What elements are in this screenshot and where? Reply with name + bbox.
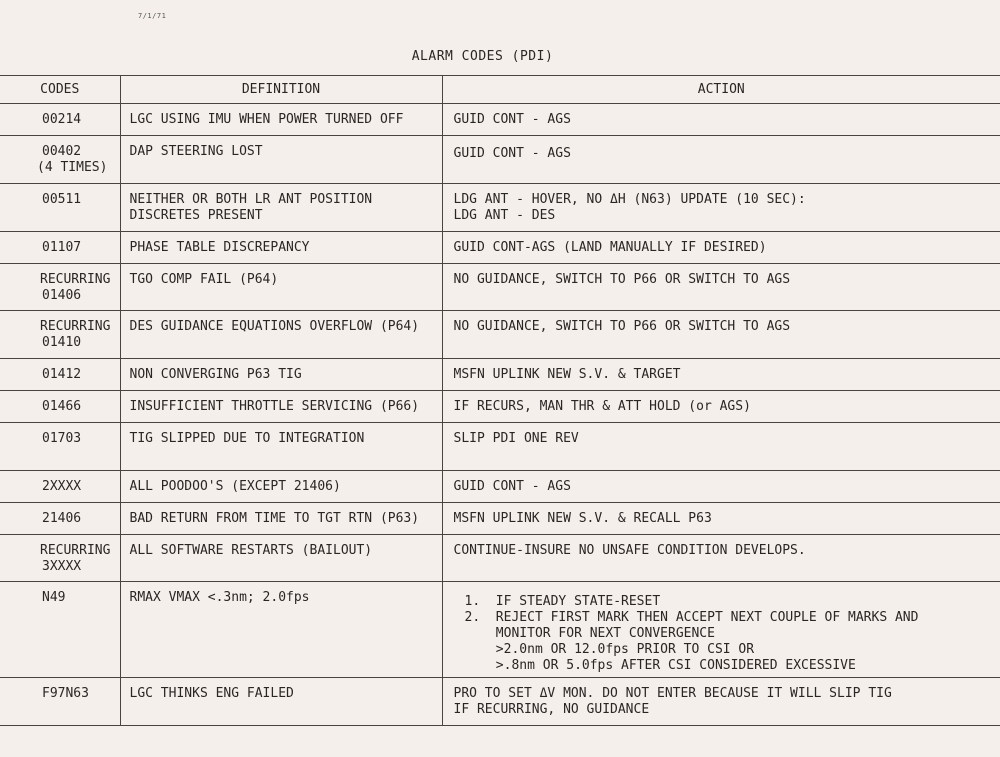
action-cell [442,503,1000,535]
table-row [0,423,1000,471]
action-cell [442,582,1000,678]
code-cell [0,535,120,582]
code-line: 01412 [42,367,82,382]
table-row [0,104,1000,136]
action-line: MONITOR FOR NEXT CONVERGENCE [464,626,715,641]
code-cell [0,136,120,184]
action-line: >.8nm OR 5.0fps AFTER CSI CONSIDERED EXCESSIVE [464,658,856,673]
action-line: CONTINUE-INSURE NO UNSAFE CONDITION DEVELOPS. [453,543,806,558]
definition-line: DAP STEERING LOST [129,144,263,159]
code-cell [0,582,120,678]
definition-line: TGO COMP FAIL (P64) [129,272,279,287]
action-cell [442,678,1000,726]
action-cell [442,391,1000,423]
header-action: ACTION [442,76,1000,104]
action-cell [442,232,1000,264]
definition-cell [120,264,442,311]
definition-cell [120,391,442,423]
code-cell [0,311,120,359]
header-definition: DEFINITION [120,76,442,104]
code-cell [0,423,120,471]
table-row [0,582,1000,678]
definition-line: LGC USING IMU WHEN POWER TURNED OFF [129,112,404,127]
action-cell [442,423,1000,471]
code-cell [0,232,120,264]
definition-cell [120,678,442,726]
definition-line: DISCRETES PRESENT [129,208,263,223]
definition-line: INSUFFICIENT THROTTLE SERVICING (P66) [129,399,420,414]
code-cell [0,264,120,311]
definition-line: TIG SLIPPED DUE TO INTEGRATION [129,431,365,446]
code-line: 01466 [42,399,82,414]
code-cell [0,678,120,726]
table-row [0,678,1000,726]
definition-cell [120,136,442,184]
code-line: 00214 [42,112,82,127]
action-line: 1. IF STEADY STATE-RESET [464,594,661,609]
definition-cell [120,104,442,136]
code-cell [0,359,120,391]
code-line: RECURRING [40,272,111,287]
action-line: PRO TO SET ΔV MON. DO NOT ENTER BECAUSE IT WILL SLIP TIG [453,686,892,701]
definition-line: ALL SOFTWARE RESTARTS (BAILOUT) [129,543,373,558]
action-line: GUID CONT - AGS [453,146,571,161]
code-cell [0,391,120,423]
action-cell [442,104,1000,136]
definition-cell [120,359,442,391]
action-line: LDG ANT - DES [453,208,556,223]
table-row [0,232,1000,264]
action-cell [442,535,1000,582]
definition-line: ALL POODOO'S (EXCEPT 21406) [129,479,341,494]
definition-line: DES GUIDANCE EQUATIONS OVERFLOW (P64) [129,319,420,334]
header-codes: CODES [0,76,120,104]
action-line: 2. REJECT FIRST MARK THEN ACCEPT NEXT COUPLE OF MARKS AND [464,610,919,625]
table-header-row [0,76,1000,104]
action-line: MSFN UPLINK NEW S.V. & RECALL P63 [453,511,712,526]
table-row [0,136,1000,184]
code-line: (4 TIMES) [37,160,108,175]
table-row [0,503,1000,535]
code-line: 2XXXX [42,479,82,494]
definition-cell [120,232,442,264]
action-line: NO GUIDANCE, SWITCH TO P66 OR SWITCH TO AGS [453,319,791,334]
table-row [0,184,1000,232]
definition-cell [120,311,442,359]
alarm-codes-table [0,75,1000,726]
action-line: NO GUIDANCE, SWITCH TO P66 OR SWITCH TO AGS [453,272,791,287]
action-line: IF RECURRING, NO GUIDANCE [453,702,650,717]
definition-cell [120,423,442,471]
code-line: 01703 [42,431,82,446]
action-cell [442,184,1000,232]
action-cell [442,264,1000,311]
code-cell [0,104,120,136]
table-row [0,359,1000,391]
card-title: ALARM CODES (PDI) [411,49,554,64]
definition-line: NON CONVERGING P63 TIG [129,367,302,382]
definition-cell [120,503,442,535]
action-line: IF RECURS, MAN THR & ATT HOLD (or AGS) [453,399,751,414]
action-line: >2.0nm OR 12.0fps PRIOR TO CSI OR [464,642,755,657]
code-line: 01410 [42,335,82,350]
code-line: 3XXXX [42,559,82,574]
code-cell [0,503,120,535]
definition-line: LGC THINKS ENG FAILED [129,686,294,701]
definition-line: BAD RETURN FROM TIME TO TGT RTN (P63) [129,511,420,526]
definition-line: NEITHER OR BOTH LR ANT POSITION [129,192,373,207]
code-line: RECURRING [40,319,111,334]
table-row [0,391,1000,423]
code-line: 21406 [42,511,82,526]
action-line: MSFN UPLINK NEW S.V. & TARGET [453,367,681,382]
code-cell [0,184,120,232]
code-line: 00402 [42,144,82,159]
definition-cell [120,184,442,232]
action-line: GUID CONT-AGS (LAND MANUALLY IF DESIRED) [453,240,767,255]
action-cell [442,359,1000,391]
action-cell [442,311,1000,359]
code-line: RECURRING [40,543,111,558]
card-date: 7/1/71 [138,12,167,20]
action-line: GUID CONT - AGS [453,112,571,127]
definition-line: PHASE TABLE DISCREPANCY [129,240,310,255]
action-line: GUID CONT - AGS [453,479,571,494]
action-line: LDG ANT - HOVER, NO ΔH (N63) UPDATE (10 SEC): [453,192,806,207]
table-row [0,264,1000,311]
code-line: 01107 [42,240,82,255]
definition-cell [120,535,442,582]
definition-cell [120,582,442,678]
action-cell [442,471,1000,503]
code-line: N49 [42,590,66,605]
definition-line: RMAX VMAX <.3nm; 2.0fps [129,590,310,605]
action-line: SLIP PDI ONE REV [453,431,579,446]
action-cell [442,136,1000,184]
code-cell [0,471,120,503]
code-line: 01406 [42,288,82,303]
table-row [0,311,1000,359]
table-row [0,535,1000,582]
code-line: F97N63 [42,686,89,701]
definition-cell [120,471,442,503]
code-line: 00511 [42,192,82,207]
table-row [0,471,1000,503]
